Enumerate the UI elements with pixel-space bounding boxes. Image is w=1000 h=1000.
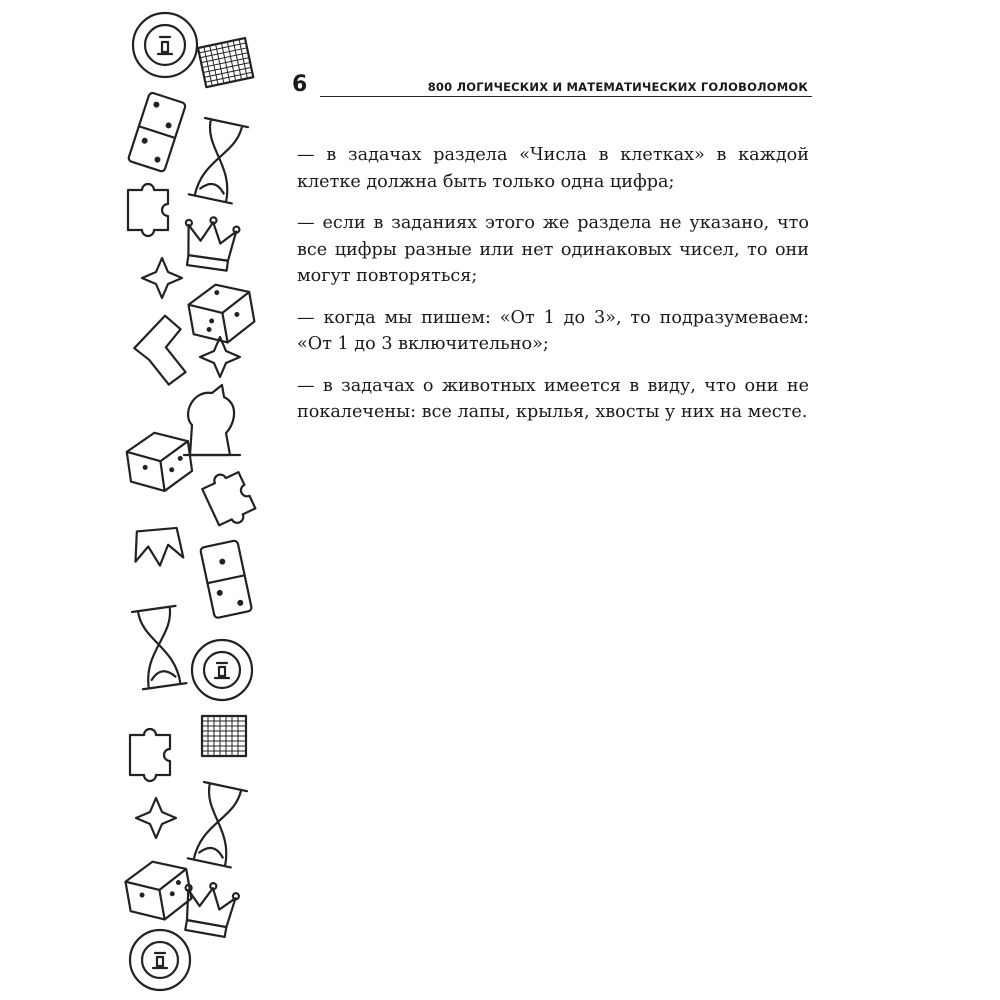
running-title: 800 ЛОГИЧЕСКИХ И МАТЕМАТИЧЕСКИХ ГОЛОВОЛОМОК — [427, 80, 808, 94]
puzzle-piece-icon — [200, 467, 258, 531]
dice-icon — [186, 279, 257, 348]
hourglass-icon — [132, 606, 186, 689]
chess-coin-icon — [192, 640, 252, 700]
body-text — [297, 142, 809, 441]
grid-board-icon — [202, 716, 246, 756]
header-rule — [320, 96, 812, 97]
star-icon — [200, 337, 240, 377]
crown-icon — [178, 878, 240, 938]
star-icon — [142, 258, 182, 298]
paragraph: — если в заданиях этого же раздела не указано, что все цифры разные или нет одинаковых чисел, то они могут повторяться; — [297, 213, 809, 286]
domino-icon — [128, 92, 186, 172]
paragraph: — в задачах о животных имеется в виду, что они не покалечены: все лапы, крылья, хвосты у них на месте. — [297, 375, 809, 422]
dice-icon — [125, 428, 195, 495]
domino-icon — [200, 540, 252, 618]
paragraph: — когда мы пишем: «От 1 до 3», то подразумеваем: «От 1 до 3 включительно»; — [297, 307, 809, 354]
crown-icon — [180, 214, 241, 272]
dice-icon — [123, 856, 194, 925]
running-header — [292, 72, 812, 102]
hourglass-icon — [188, 782, 247, 867]
chess-knight-icon — [184, 385, 240, 455]
page-number: 6 — [292, 72, 308, 97]
grid-board-icon — [198, 38, 253, 87]
star-icon — [136, 798, 176, 838]
crown-icon — [133, 528, 184, 568]
chess-coin-icon — [133, 13, 197, 77]
hourglass-icon — [189, 118, 248, 203]
chess-coin-icon — [130, 930, 190, 990]
decorative-icon-column — [110, 0, 270, 1000]
puzzle-piece-icon — [128, 184, 168, 236]
paragraph: — в задачах раздела «Числа в клетках» в каждой клетке должна быть только одна цифра; — [297, 145, 809, 192]
puzzle-piece-icon — [130, 729, 170, 781]
chess-rook-icon — [127, 312, 197, 391]
